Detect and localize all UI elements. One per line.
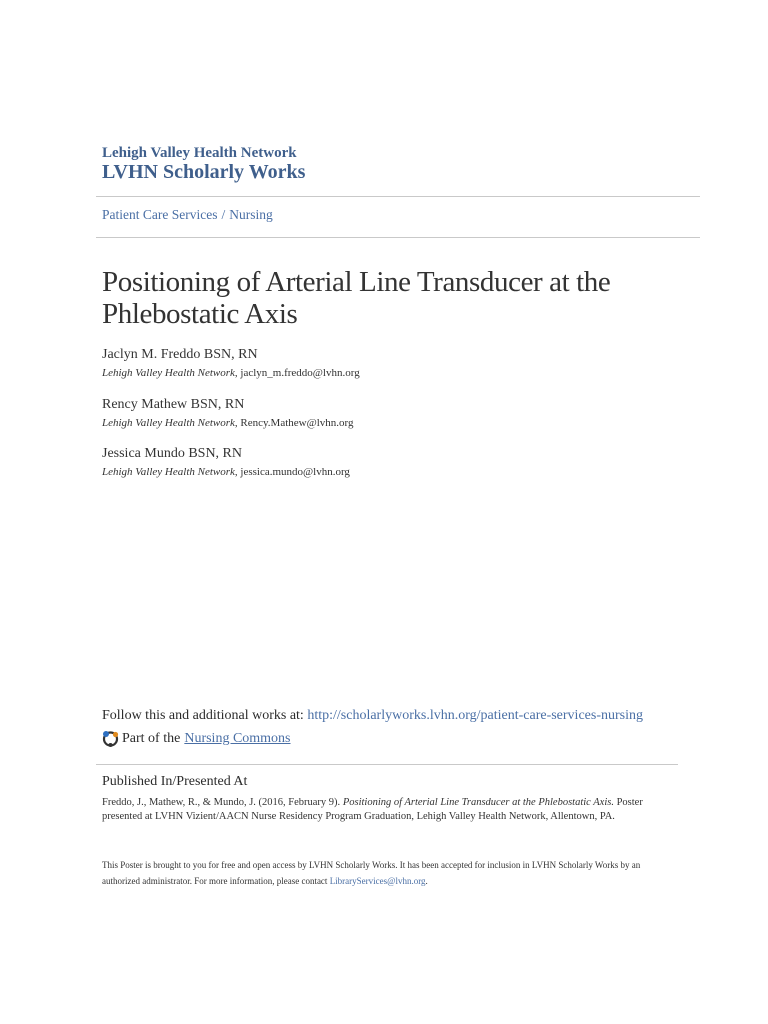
divider — [96, 237, 700, 238]
author-affiliation — [102, 417, 354, 429]
organization-name[interactable]: Lehigh Valley Health Network — [102, 145, 297, 161]
title-line-2: Phlebostatic Axis — [102, 298, 298, 330]
author-email: , jessica.mundo@lvhn.org — [234, 466, 350, 478]
repository-name[interactable]: LVHN Scholarly Works — [102, 161, 306, 183]
citation-authors: Freddo, J., Mathew, R., & Mundo, J. (2016, February 9). — [102, 797, 343, 808]
breadcrumb-item-patient-care-services[interactable]: Patient Care Services — [102, 207, 218, 222]
author-email: , Rency.Mathew@lvhn.org — [234, 417, 354, 429]
breadcrumb-item-nursing[interactable]: Nursing — [229, 207, 273, 222]
author-affiliation — [102, 466, 350, 478]
author-email: , jaclyn_m.freddo@lvhn.org — [234, 367, 360, 379]
notice-text: This Poster is brought to you for free and open access by LVHN Scholarly Works. It has been accepted for inclusion in LVHN Scholarly Works by an authorized administrator. For more information, please contact — [102, 860, 641, 886]
published-heading: Published In/Presented At — [102, 774, 248, 789]
author-name: Jessica Mundo BSN, RN — [102, 446, 243, 461]
title-line-1: Positioning of Arterial Line Transducer at the — [102, 266, 611, 298]
author-affiliation — [102, 367, 360, 379]
commons-network-icon — [102, 730, 119, 747]
citation-venue: Poster presented at LVHN Vizient/AACN Nurse Residency Program Graduation, Lehigh Valley Health Network, Allentown, PA. — [102, 797, 643, 822]
author-name: Rency Mathew BSN, RN — [102, 397, 245, 412]
contact-email-link[interactable]: LibraryServices@lvhn.org — [329, 876, 426, 886]
citation — [102, 796, 672, 824]
author-institution: Lehigh Valley Health Network — [102, 466, 235, 478]
breadcrumb — [102, 207, 273, 223]
nursing-commons-link[interactable]: Nursing Commons — [184, 730, 291, 746]
notice-end: . — [425, 876, 428, 886]
breadcrumb-separator: / — [221, 207, 226, 222]
divider — [96, 764, 678, 765]
access-notice — [102, 857, 672, 889]
divider — [96, 196, 700, 197]
follow-line — [102, 708, 643, 724]
citation-title: Positioning of Arterial Line Transducer at the Phlebostatic Axis. — [342, 797, 614, 808]
part-of-label: Part of the — [122, 730, 181, 746]
part-of-line — [102, 730, 291, 747]
collection-link[interactable]: http://scholarlyworks.lvhn.org/patient-care-services-nursing — [307, 708, 643, 723]
author-institution: Lehigh Valley Health Network — [102, 367, 235, 379]
author-institution: Lehigh Valley Health Network — [102, 417, 235, 429]
author-name: Jaclyn M. Freddo BSN, RN — [102, 347, 258, 362]
follow-label: Follow this and additional works at: — [102, 708, 308, 723]
page-title — [102, 266, 662, 330]
